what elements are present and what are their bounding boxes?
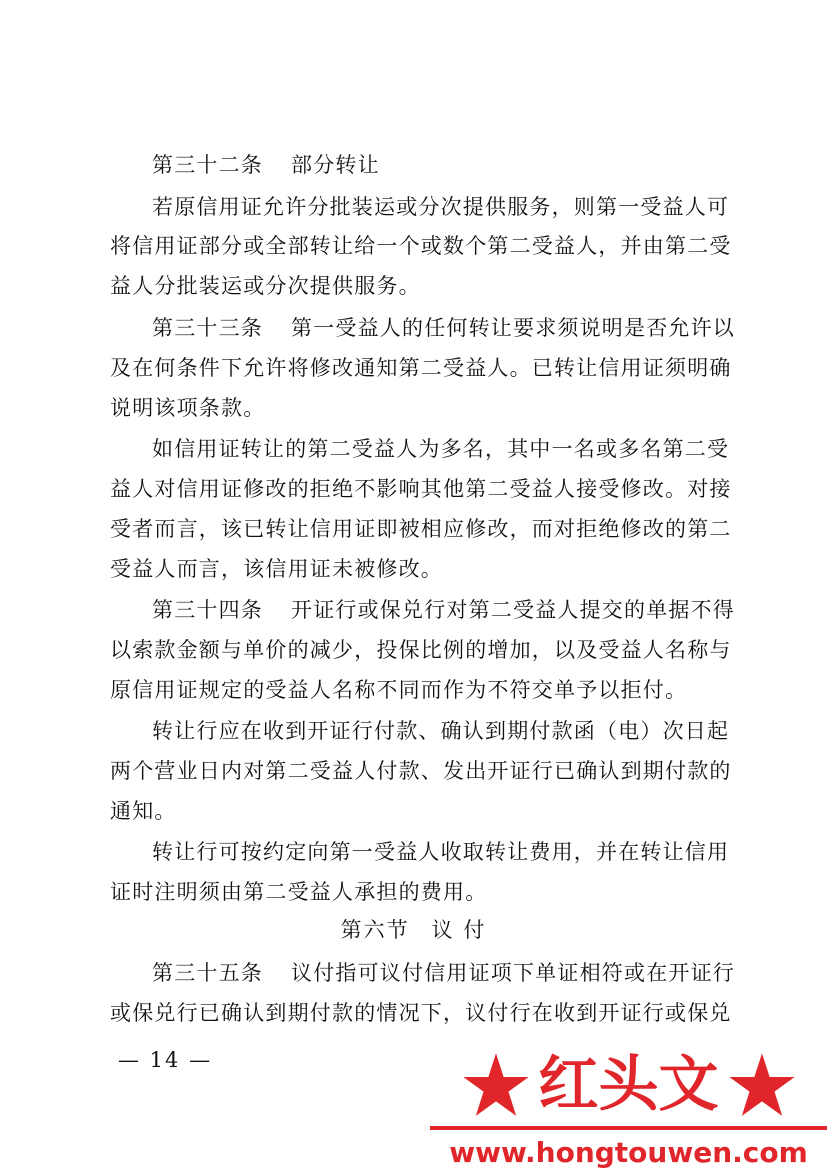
article-35-heading: 第三十五条 议付指可议付信用证项下单证相符或在开证行 xyxy=(152,961,735,985)
text-line: 益人对信用证修改的拒绝不影响其他第二受益人接受修改。对接 xyxy=(110,477,732,501)
section-6-heading: 第六节 议 付 xyxy=(340,918,487,942)
watermark xyxy=(430,1052,827,1170)
article-32-heading: 第三十二条 部分转让 xyxy=(152,153,380,177)
text-line: 转让行可按约定向第一受益人收取转让费用，并在转让信用 xyxy=(152,840,730,864)
star-icon xyxy=(725,1052,799,1118)
text-line: 将信用证部分或全部转让给一个或数个第二受益人，并由第二受 xyxy=(110,234,732,258)
text-line: 及在何条件下允许将修改通知第二受益人。已转让信用证须明确 xyxy=(110,356,732,380)
text-line: 两个营业日内对第二受益人付款、发出开证行已确认到期付款的 xyxy=(110,759,732,783)
text-line: 原信用证规定的受益人名称不同而作为不符交单予以拒付。 xyxy=(110,678,688,702)
text-line: 转让行应在收到开证行付款、确认到期付款函（电）次日起 xyxy=(152,719,730,743)
text-line: 益人分批装运或分次提供服务。 xyxy=(110,274,421,298)
page-number: — 14 — xyxy=(118,1048,213,1072)
text-line: 说明该项条款。 xyxy=(110,396,266,420)
text-line: 以索款金额与单价的减少，投保比例的增加，以及受益人名称与 xyxy=(110,638,732,662)
star-icon xyxy=(459,1052,533,1118)
text-line: 证时注明须由第二受益人承担的费用。 xyxy=(110,880,488,904)
text-line: 受者而言，该已转让信用证即被相应修改，而对拒绝修改的第二 xyxy=(110,517,732,541)
text-line: 通知。 xyxy=(110,799,177,823)
article-34-heading: 第三十四条 开证行或保兑行对第二受益人提交的单据不得 xyxy=(152,598,735,622)
text-line: 若原信用证允许分批装运或分次提供服务，则第一受益人可 xyxy=(152,195,730,219)
text-line: 或保兑行已确认到期付款的情况下，议付行在收到开证行或保兑 xyxy=(110,1001,732,1025)
text-line: 如信用证转让的第二受益人为多名，其中一名或多名第二受 xyxy=(152,437,730,461)
watermark-divider xyxy=(430,1126,827,1130)
article-33-heading: 第三十三条 第一受益人的任何转让要求须说明是否允许以 xyxy=(152,316,735,340)
watermark-url: www.hongtouwen.com xyxy=(449,1136,808,1169)
text-line: 受益人而言，该信用证未被修改。 xyxy=(110,557,443,581)
watermark-title: 红头文 xyxy=(538,1050,719,1120)
